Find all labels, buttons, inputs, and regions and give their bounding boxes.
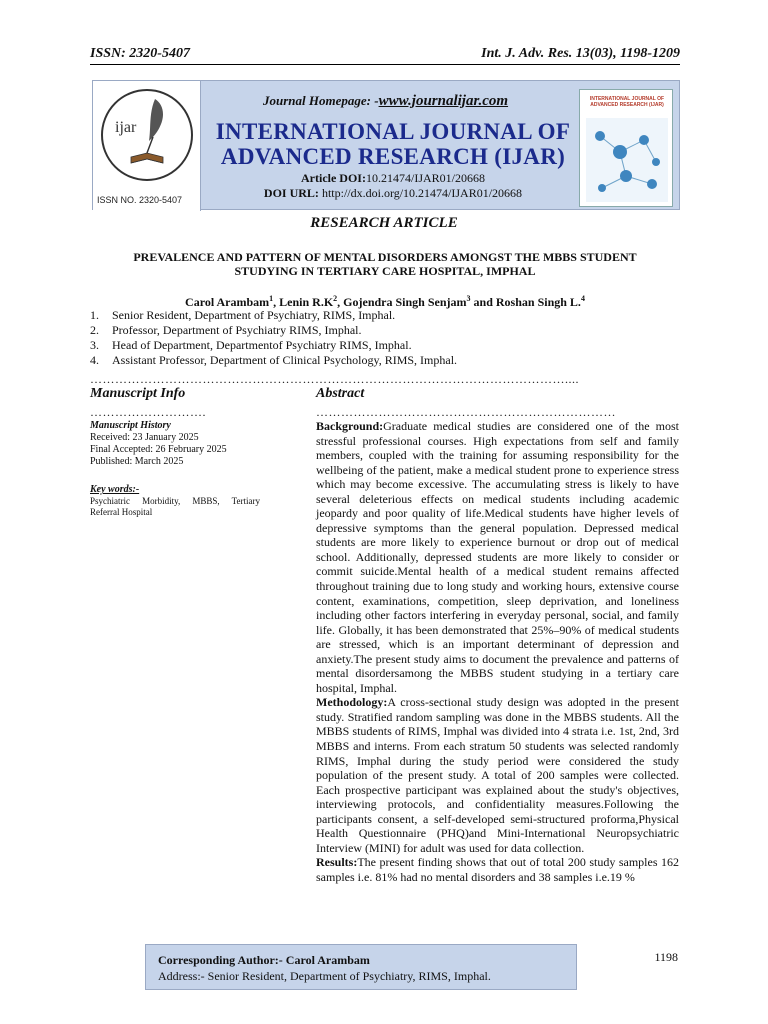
cover-title: INTERNATIONAL JOURNAL OF ADVANCED RESEARCH (IJAR) — [589, 96, 665, 108]
author-affil-mark: 3 — [466, 294, 471, 303]
address-label: Address:- — [158, 969, 208, 983]
abstract-results — [316, 855, 679, 884]
affiliation-number: 1. — [90, 308, 99, 322]
results-text: The present finding shows that out of total 200 study samples 162 samples i.e. 81% had no mental disorders and 38 samples i.e.19 % — [316, 855, 679, 884]
corresponding-label: Corresponding Author:- — [158, 953, 286, 967]
methodology-label: Methodology: — [316, 695, 388, 710]
journal-title — [213, 119, 573, 169]
author-affil-mark: 4 — [580, 294, 585, 303]
published-date: Published: March 2025 — [90, 456, 184, 467]
header-rule — [90, 64, 680, 65]
abstract-heading: Abstract — [316, 386, 365, 401]
author-name: Roshan Singh L. — [495, 295, 581, 309]
paper-title-line1: PREVALENCE AND PATTERN OF MENTAL DISORDERS AMONGST THE MBBS STUDENT — [133, 250, 637, 264]
affiliation-number: 4. — [90, 353, 99, 367]
background-text: Graduate medical studies are considered one of the most stressful professional courses. High expectations from self and family members, coupled with the training for assuming responsibility for the wellbeing of the patient, make a medical student prone to experience stress which may become excessive. The accumulating stress is likely to have several deleterious effects on medical students including academic jeopardy and poor quality of life.Medical students have higher levels of depressive symptoms than the general population. Depressed medical students are more likely to experience burnout or drop out of medical school. Additionally, depressed students are more likely to consider or commit suicide.Mental health of a medical student remains affected throughout training due to long study and working hours, extensive course content, examinations, competition, sleep deprivation, and loneliness including other factors interfering in everyday personal, social, and family life. Globally, it has been demonstrated that 25%–90% of medical students are stressed, which is an important determinant of depression and anxiety.The present study aims to document the prevalence and patterns of mental disordersamong the MBBS student studying in a tertiary care hospital, Imphal. — [316, 419, 679, 695]
author-name: Lenin R.K — [279, 295, 334, 309]
journal-banner — [92, 80, 680, 210]
journal-title-line2: ADVANCED RESEARCH (IJAR) — [220, 144, 566, 169]
doi-url-label: DOI URL: — [263, 186, 319, 200]
author-separator: and — [470, 295, 496, 309]
page-number: 1198 — [654, 950, 678, 964]
doi-url-link[interactable]: http://dx.doi.org/10.21474/IJAR01/20668 — [321, 186, 523, 200]
author-name: Gojendra Singh Senjam — [343, 295, 467, 309]
corresponding-author-box — [145, 944, 577, 990]
header-journal-ref: Int. J. Adv. Res. 13(03), 1198-1209 — [481, 46, 680, 61]
author-affil-mark: 1 — [269, 294, 274, 303]
author-separator: , — [337, 295, 344, 309]
affiliation-number: 2. — [90, 323, 99, 337]
manuscript-info-heading: Manuscript Info — [90, 386, 186, 401]
header-issn: ISSN: 2320-5407 — [90, 46, 190, 61]
logo-issn: ISSN NO. 2320-5407 — [97, 195, 183, 205]
abstract-methodology — [316, 695, 679, 855]
running-header — [90, 46, 680, 64]
homepage-link[interactable]: www.journalijar.com — [378, 93, 509, 109]
author-separator: , — [273, 295, 280, 309]
article-type: RESEARCH ARTICLE — [310, 215, 458, 231]
author-affil-mark: 2 — [333, 294, 338, 303]
background-label: Background: — [316, 419, 384, 433]
doi-label: Article DOI: — [301, 171, 366, 185]
journal-logo — [93, 81, 201, 211]
manuscript-history-heading: Manuscript History — [90, 420, 171, 431]
author-name: Carol Arambam — [185, 295, 270, 309]
affiliation-text: Professor, Department of Psychiatry RIMS, Imphal. — [112, 323, 362, 337]
homepage-label: Journal Homepage: - — [263, 93, 379, 108]
methodology-text: A cross-sectional study design was adopted in the present study. Stratified random sampling was done in the MBBS students. All the MBBS students of RIMS, Imphal was divided into 4 strata i.e. 1st, 2nd, 3rd MBBS and interns. From each stratum 50 students was selected randomly RIMS, Imphal during the study period were considered the study population of the present study. A total of 200 samples were collected. Each prospective participant was explained about the study's objectives, interviewing protocols, and confidentiality measures.Following the participants consent, a self-developed semi-structured proforma,Physical Health Questionnaire (PHQ)and Mini-International Neuropsychiatric Interview (MINI) for adult was used for data collection. — [316, 695, 679, 855]
affiliation-item — [90, 323, 680, 338]
doi-block — [213, 171, 573, 201]
paper-title-line2: STUDYING IN TERTIARY CARE HOSPITAL, IMPHAL — [234, 264, 536, 278]
keywords-heading: Key words:- — [90, 484, 140, 495]
affiliation-item — [90, 338, 680, 353]
manuscript-info — [90, 420, 260, 518]
molecule-icon — [586, 118, 668, 202]
doi-value: 10.21474/IJAR01/20668 — [365, 171, 485, 185]
affiliation-text: Senior Resident, Department of Psychiatry, RIMS, Imphal. — [112, 308, 396, 322]
affiliation-number: 3. — [90, 338, 99, 352]
affiliation-item — [90, 353, 680, 368]
received-date: Received: 23 January 2025 — [90, 432, 199, 443]
accepted-date: Final Accepted: 26 February 2025 — [90, 444, 227, 455]
author-address — [158, 968, 564, 984]
section-separator: …………………………………………………………………………………………………….... — [90, 373, 579, 385]
address-text: Senior Resident, Department of Psychiatry, RIMS, Imphal. — [207, 969, 491, 983]
manuscript-separator: ………………………. — [90, 406, 206, 418]
paper-title — [90, 250, 680, 278]
abstract-body — [316, 419, 679, 885]
journal-homepage — [263, 93, 508, 110]
affiliation-text: Assistant Professor, Department of Clinical Psychology, RIMS, Imphal. — [112, 353, 458, 367]
abstract-background — [316, 419, 679, 695]
results-label: Results: — [316, 855, 358, 870]
affiliation-text: Head of Department, Departmentof Psychiatry RIMS, Imphal. — [112, 338, 412, 352]
corresponding-name: Carol Arambam — [285, 953, 370, 967]
keywords-text: Psychiatric Morbidity, MBBS, Tertiary Referral Hospital — [90, 496, 260, 517]
affiliation-list — [90, 308, 680, 368]
journal-title-line1: INTERNATIONAL JOURNAL OF — [215, 119, 571, 144]
abstract-separator: ……………………………………………………………… — [316, 406, 616, 418]
logo-wordmark: ijar — [115, 119, 137, 136]
corresponding-author — [158, 952, 564, 968]
affiliation-item — [90, 308, 680, 323]
journal-cover-thumbnail — [579, 89, 673, 207]
